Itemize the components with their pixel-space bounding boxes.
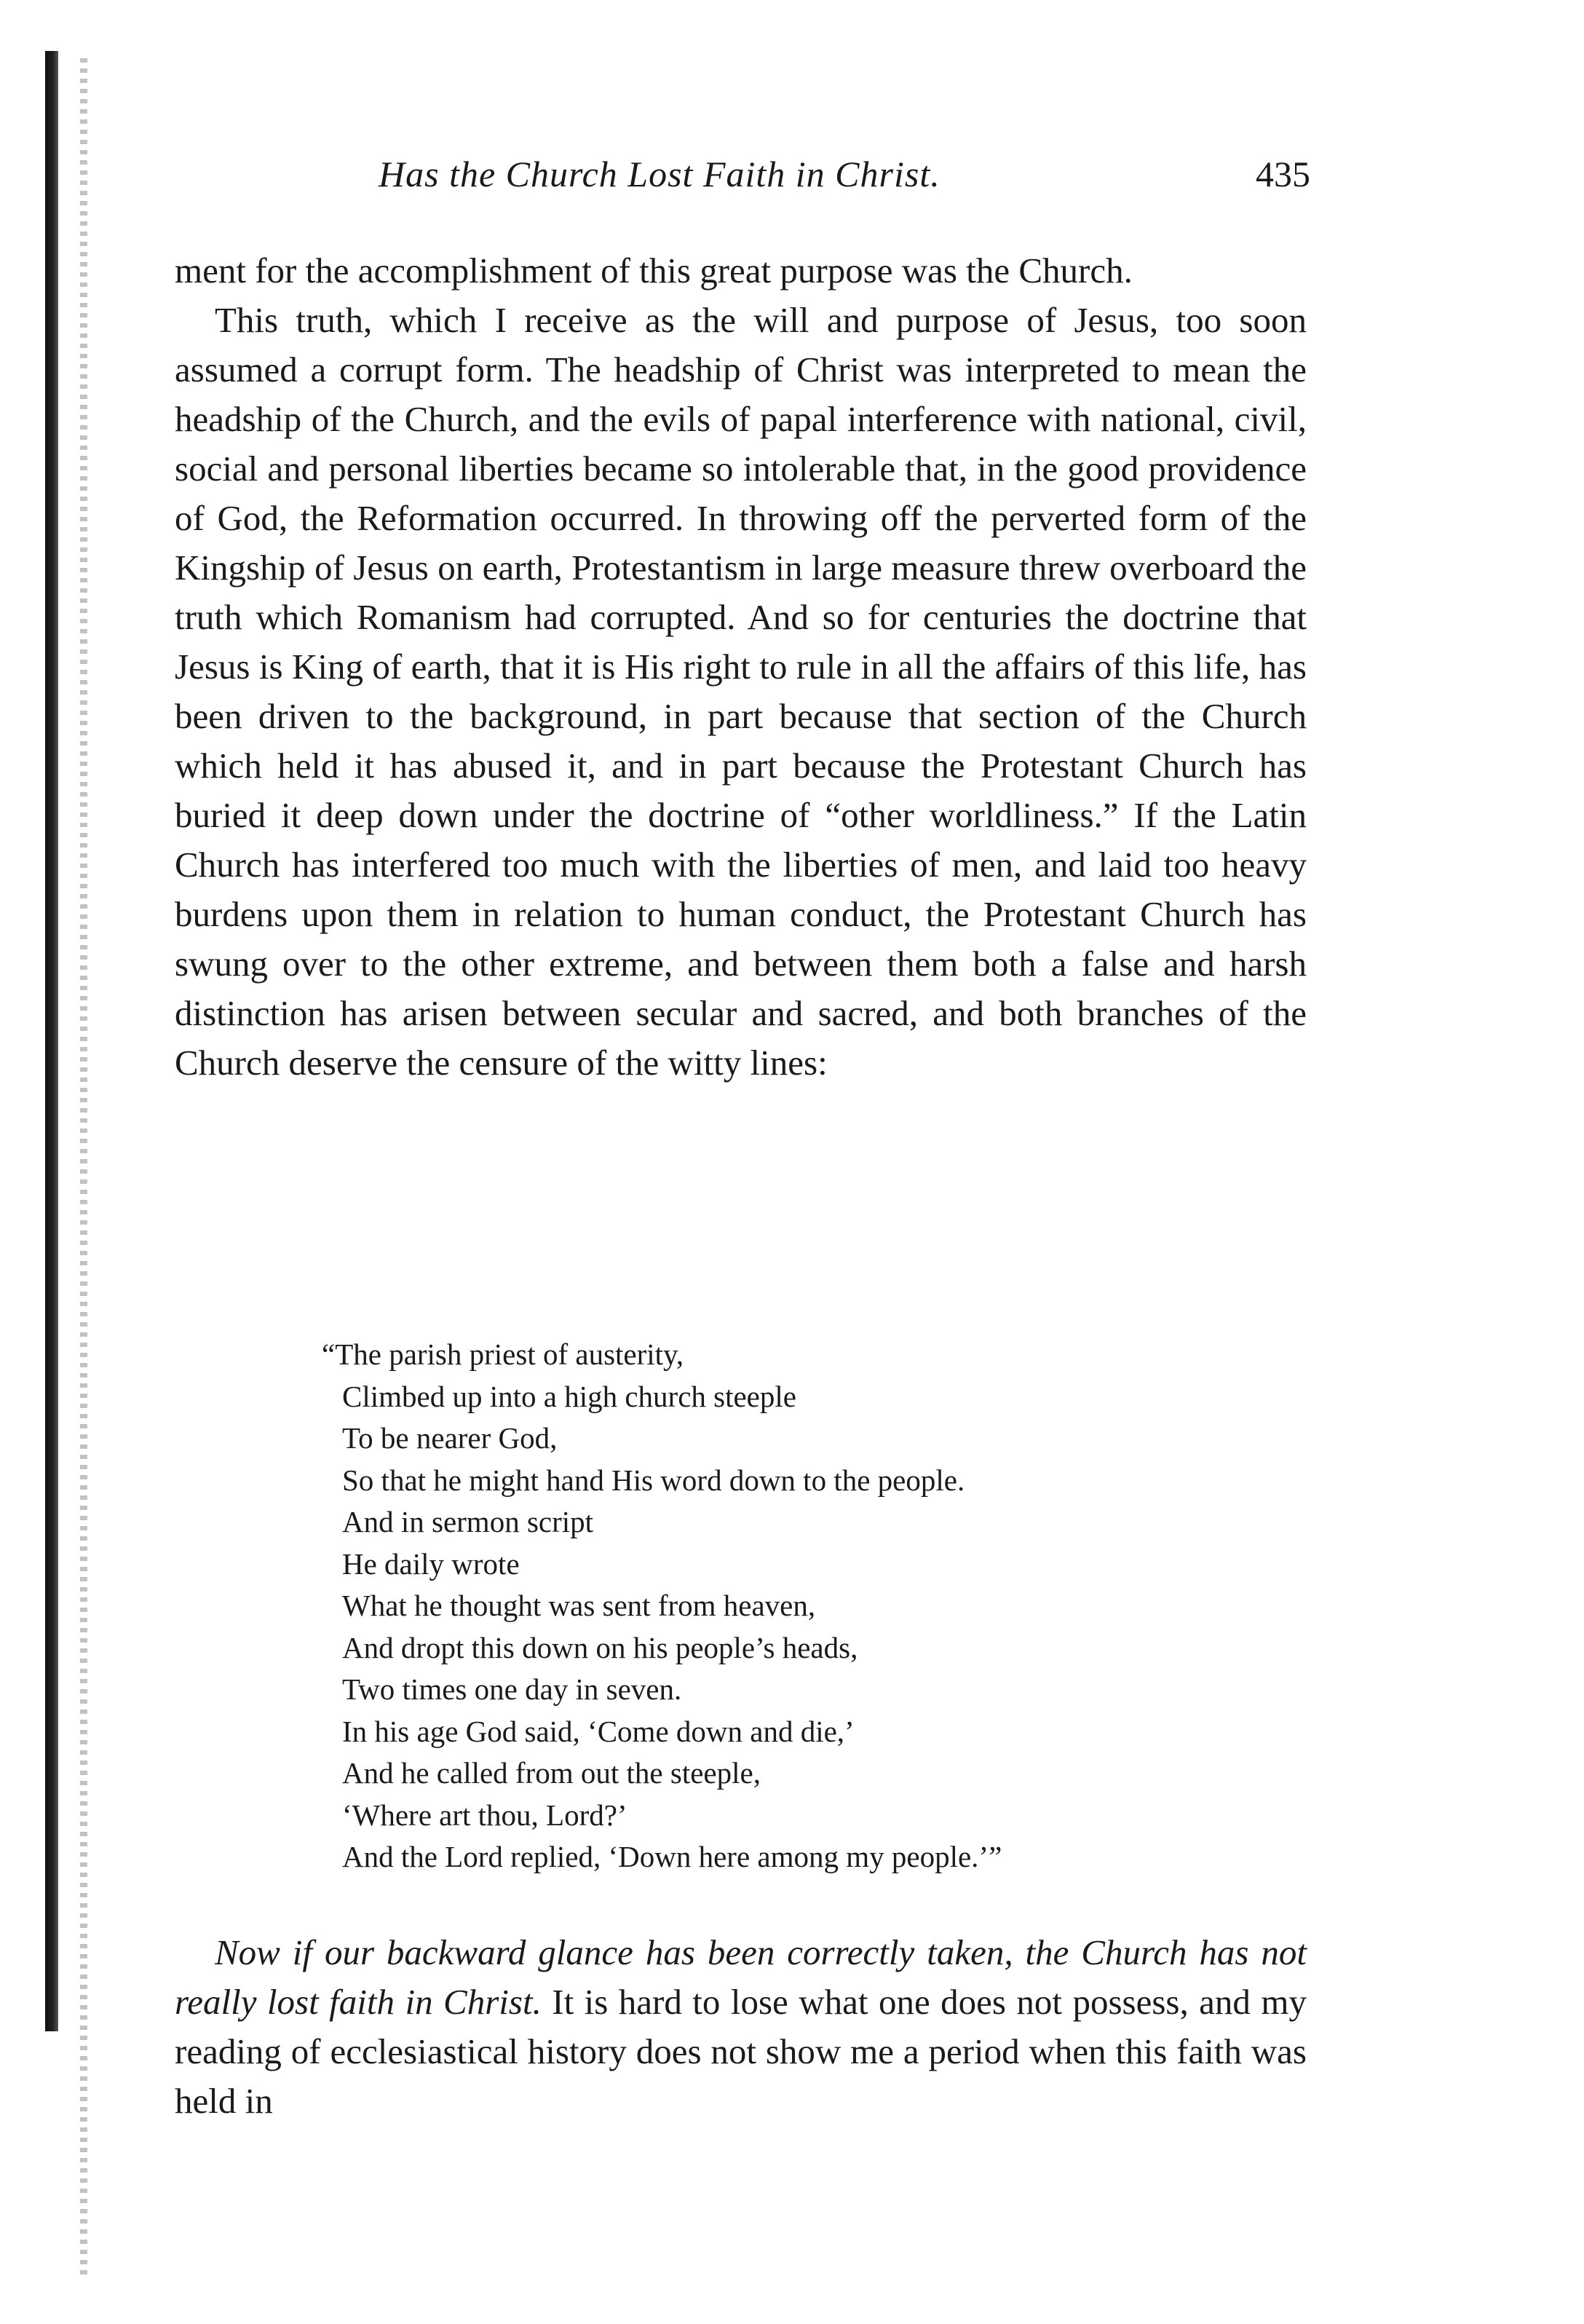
poem-line: To be nearer God,	[342, 1421, 558, 1455]
closing-roman: It is hard to lose what one does not possess, and my reading of ecclesiastical history does not show me a period when this faith was held in	[175, 1982, 1307, 2121]
poem-line: And in sermon script	[342, 1505, 594, 1538]
poem-line: And the Lord replied, ‘Down here among my people.’”	[342, 1840, 1002, 1873]
poem-line: He daily wrote	[342, 1546, 520, 1581]
binding-shadow-fade	[80, 58, 87, 2279]
closing-italic: Now if our backward glance has been correctly taken, the Church has not really lost faith in Christ.	[175, 1932, 1307, 2022]
main-text	[175, 246, 1307, 1088]
poem-line: ‘Where art thou, Lord?’	[342, 1798, 627, 1832]
poem-line: And dropt this down on his people’s heads,	[342, 1630, 858, 1664]
closing-text	[175, 1928, 1307, 2126]
poem-quotation	[322, 1334, 1002, 1878]
running-title: Has the Church Lost Faith in Christ.	[379, 154, 940, 194]
poem-line: So that he might hand His word down to the people.	[342, 1463, 965, 1497]
poem-line: Two times one day in seven.	[342, 1672, 682, 1706]
paragraph-continuation: ment for the accomplishment of this great purpose was the Church.	[175, 250, 1133, 290]
poem-line: Climbed up into a high church steeple	[342, 1379, 796, 1413]
poem-line: In his age God said, ‘Come down and die,’	[342, 1714, 855, 1748]
poem-line: And he called from out the steeple,	[342, 1756, 761, 1790]
poem-line: What he thought was sent from heaven,	[342, 1589, 816, 1622]
binding-shadow	[45, 51, 58, 2031]
running-head	[175, 153, 1310, 204]
page-number: 435	[1256, 154, 1310, 194]
paragraph-closing	[175, 1928, 1307, 2126]
paragraph-truth: This truth, which I receive as the will and purpose of Jesus, too soon assumed a corrupt form. The headship of Christ was interpreted to mean the headship of the Church, and the evils of papal interference with national, civil, social and personal liberties became so intolerable that, in the good providence of God, the Reformation occurred. In throwing off the perverted form of the Kingship of Jesus on earth, Protestantism in large measure threw overboard the truth which Romanism had corrupted. And so for centuries the doctrine that Jesus is King of earth, that it is His right to rule in all the affairs of this life, has been driven to the background, in part because that section of the Church which held it has abused it, and in part because the Protestant Church has buried it deep down under the doctrine of “other worldliness.” If the Latin Church has interfered too much with the liberties of men, and laid too heavy burdens upon them in relation to human conduct, the Protestant Church has swung over to the other extreme, and between them both a false and harsh distinction has arisen between secular and sacred, and both branches of the Church deserve the censure of the witty lines:	[175, 300, 1307, 1083]
poem-line: “The parish priest of austerity,	[322, 1337, 684, 1371]
